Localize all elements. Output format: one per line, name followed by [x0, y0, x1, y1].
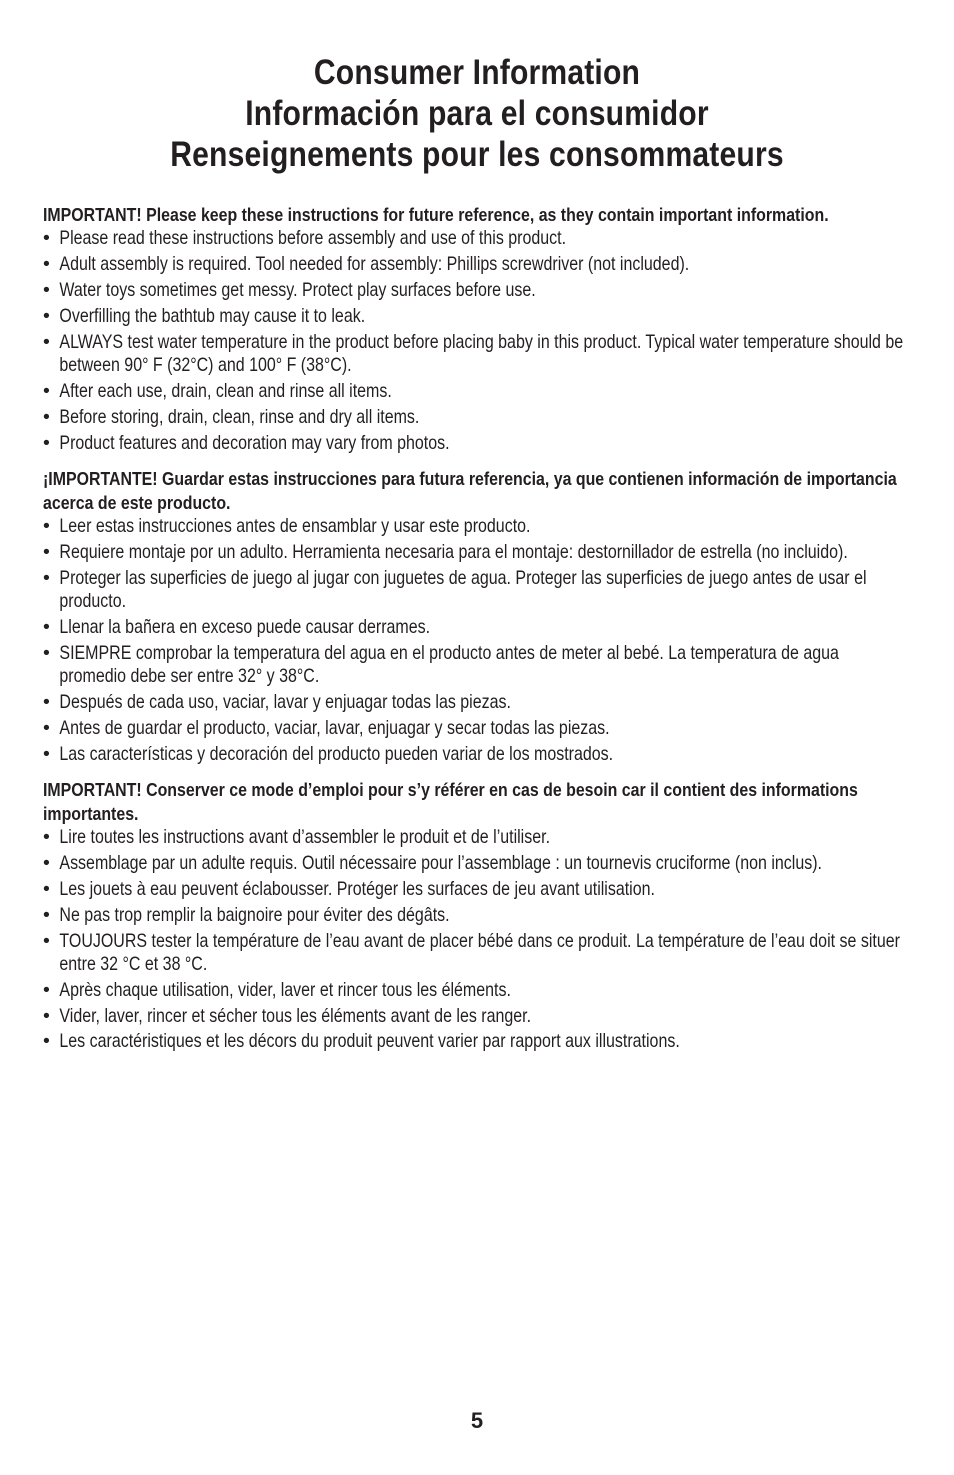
list-item: • SIEMPRE comprobar la temperatura del agua en el producto antes de meter al bebé. La temperatura de agua promedio debe ser entre 32° y 38°C.: [43, 641, 839, 687]
bullet-icon: •: [43, 929, 50, 952]
bullet-icon: •: [43, 227, 50, 249]
bullet-list-english: [43, 227, 913, 455]
list-item: • Product features and decoration may vary from photos.: [43, 431, 450, 454]
page-title: [0, 52, 954, 175]
bullet-icon: •: [43, 540, 50, 563]
bullet-icon: •: [43, 252, 50, 275]
bullet-icon: •: [43, 304, 50, 327]
bullet-icon: •: [43, 405, 50, 428]
intro-french: IMPORTANT! Conserver ce mode d’emploi pour s’y référer en cas de besoin car il contient des informations importantes.: [43, 778, 858, 824]
section-french: [43, 778, 913, 1054]
bullet-icon: •: [43, 742, 50, 765]
bullet-list-spanish: [43, 515, 913, 766]
bullet-icon: •: [43, 514, 50, 537]
section-english: [43, 203, 913, 455]
instructions-content: [43, 203, 913, 1066]
intro-english: IMPORTANT! Please keep these instructions for future reference, as they contain important information.: [43, 204, 829, 225]
list-item: • Les caractéristiques et les décors du produit peuvent varier par rapport aux illustrations.: [43, 1030, 680, 1053]
list-item: • ALWAYS test water temperature in the product before placing baby in this product. Typical water temperature should be between 90° F (32°C) and 100° F (38°C).: [43, 330, 904, 376]
bullet-icon: •: [43, 690, 50, 713]
bullet-icon: •: [43, 716, 50, 739]
bullet-icon: •: [43, 978, 50, 1001]
list-item: • Después de cada uso, vaciar, lavar y enjuagar todas las piezas.: [43, 690, 511, 713]
list-item: • Leer estas instrucciones antes de ensamblar y usar este producto.: [43, 514, 531, 537]
title-english: Consumer Information: [313, 53, 641, 92]
list-item: • Overfilling the bathtub may cause it to leak.: [43, 304, 366, 327]
bullet-icon: •: [43, 615, 50, 638]
bullet-icon: •: [43, 1030, 50, 1053]
bullet-icon: •: [43, 1004, 50, 1027]
section-spanish: [43, 467, 913, 766]
intro-spanish: ¡IMPORTANTE! Guardar estas instrucciones para futura referencia, ya que contienen información de importancia acerca de este producto.: [43, 467, 897, 513]
list-item: • Adult assembly is required. Tool needed for assembly: Phillips screwdriver (not included).: [43, 252, 690, 275]
bullet-icon: •: [43, 431, 50, 454]
title-spanish: Información para el consumidor: [245, 94, 709, 133]
title-french: Renseignements pour les consommateurs: [170, 135, 784, 174]
list-item: • TOUJOURS tester la température de l’eau avant de placer bébé dans ce produit. La température de l’eau doit se situer entre 32 °C et 38 °C.: [43, 929, 900, 975]
bullet-icon: •: [43, 330, 50, 353]
list-item: • Before storing, drain, clean, rinse and dry all items.: [43, 405, 420, 428]
bullet-icon: •: [43, 379, 50, 402]
list-item: • Assemblage par un adulte requis. Outil nécessaire pour l’assemblage : un tournevis cruciforme (non inclus).: [43, 851, 822, 874]
bullet-icon: •: [43, 641, 50, 664]
bullet-icon: •: [43, 851, 50, 874]
list-item: • Les jouets à eau peuvent éclabousser. Protéger les surfaces de jeu avant utilisation.: [43, 877, 655, 900]
bullet-icon: •: [43, 825, 50, 848]
list-item: • Après chaque utilisation, vider, laver et rincer tous les éléments.: [43, 978, 511, 1001]
page-number: 5: [470, 1408, 484, 1433]
list-item: • Llenar la bañera en exceso puede causar derrames.: [43, 615, 431, 638]
bullet-icon: •: [43, 877, 50, 900]
bullet-icon: •: [43, 278, 50, 301]
bullet-icon: •: [43, 903, 50, 926]
list-item: • Requiere montaje por un adulto. Herramienta necesaria para el montaje: destornillador de estrella (no incluido).: [43, 540, 848, 563]
list-item: • Proteger las superficies de juego al jugar con juguetes de agua. Proteger las superficies de juego antes de usar el producto.: [43, 566, 867, 612]
list-item: • Las características y decoración del producto pueden variar de los mostrados.: [43, 742, 614, 765]
list-item: • Water toys sometimes get messy. Protect play surfaces before use.: [43, 278, 536, 301]
list-item: • After each use, drain, clean and rinse all items.: [43, 379, 392, 402]
list-item: • Lire toutes les instructions avant d’assembler le produit et de l’utiliser.: [43, 825, 551, 848]
list-item: • Antes de guardar el producto, vaciar, lavar, enjuagar y secar todas las piezas.: [43, 716, 610, 739]
list-item: • Vider, laver, rincer et sécher tous les éléments avant de les ranger.: [43, 1004, 532, 1027]
list-item: • Ne pas trop remplir la baignoire pour éviter des dégâts.: [43, 903, 450, 926]
list-item: • Please read these instructions before assembly and use of this product.: [43, 227, 567, 249]
bullet-list-french: [43, 826, 913, 1054]
bullet-icon: •: [43, 566, 50, 589]
